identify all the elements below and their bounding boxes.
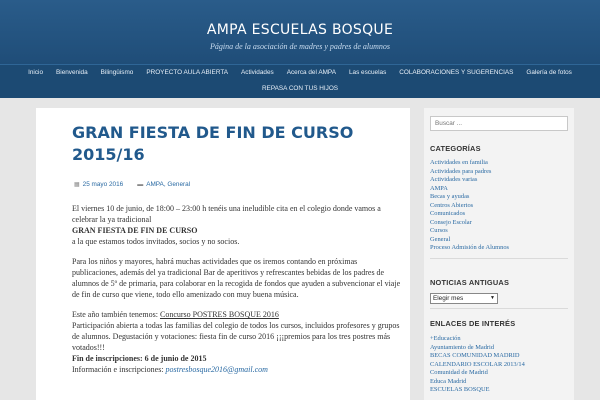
category-link[interactable]: Comunicados <box>430 210 466 217</box>
category-link[interactable]: Centros Abiertos <box>430 201 474 209</box>
post-title[interactable]: GRAN FIESTA DE FIN DE CURSO 2015/16 <box>72 123 354 164</box>
folder-icon: ▬ <box>137 181 144 188</box>
nav-item-las-escuelas[interactable]: Las escuelas <box>348 69 387 76</box>
categories-list <box>430 159 570 253</box>
post-categories[interactable]: AMPA, General <box>146 181 191 188</box>
interest-link[interactable]: BECAS COMUNIDAD MADRID <box>430 352 520 359</box>
chevron-down-icon: ▼ <box>490 295 495 301</box>
nav-item-repasa-con-tus-hijos[interactable]: REPASA CON TUS HIJOS <box>261 85 339 92</box>
interest-link[interactable]: CALENDARIO ESCOLAR 2013/14 <box>430 360 525 368</box>
paragraph-1-bold: GRAN FIESTA DE FIN DE CURSO <box>72 226 198 235</box>
contest-link[interactable]: Concurso POSTRES BOSQUE 2016 <box>159 310 279 319</box>
contest-deadline: Fin de inscripciones: 6 de junio de 2015 <box>72 354 207 363</box>
month-select-value: Elegir mes <box>433 295 464 302</box>
interest-link[interactable]: Comunidad de Madrid <box>430 369 488 376</box>
links-list <box>430 335 570 395</box>
post-body <box>72 203 402 384</box>
interest-link[interactable]: ESCUELAS BOSQUE <box>430 386 490 393</box>
nav-item-proyecto-aula-abierta[interactable]: PROYECTO AULA ABIERTA <box>146 69 229 76</box>
sidebar <box>424 108 574 400</box>
nav-row-2 <box>0 84 600 94</box>
category-link[interactable]: Actividades para padres <box>430 167 492 175</box>
site-description: Página de la asociación de madres y padres de alumnos <box>209 42 391 51</box>
paragraph-1-intro: El viernes 10 de junio, de 18:00 – 23:00 h tenéis una ineludible cita en el colegio donde vamos a celebrar la ya tradicional <box>72 204 381 224</box>
categories-title: CATEGORÍAS <box>430 144 481 153</box>
paragraph-1 <box>72 203 402 247</box>
nav-item-galeria-de-fotos[interactable]: Galería de fotos <box>526 69 572 76</box>
category-link[interactable]: Actividades varias <box>430 176 478 183</box>
post-content <box>36 108 410 400</box>
contest-email-link[interactable]: postresbosque2016@gmail.com <box>165 365 268 374</box>
paragraph-2: Para los niños y mayores, habrá muchas actividades que os iremos contando en próximas publicaciones, además del ya tradicional Bar de aperitivos y refrescantes bebidas de los padres de alumnos de 5º de primaria, para colaborar en la recogida de fondos que ayuden a subvencionar el viaje de fin de curso que viene, todo ello amenizado con muy buena música. <box>72 257 401 299</box>
category-link[interactable]: Proceso Admisión de Alumnos <box>430 244 509 251</box>
post-meta <box>74 181 190 188</box>
category-link[interactable]: AMPA <box>430 184 448 192</box>
nav-row-1 <box>0 68 600 78</box>
old-news-title: NOTICIAS ANTIGUAS <box>430 278 510 287</box>
nav-item-acerca-del-ampa[interactable]: Acerca del AMPA <box>286 69 336 76</box>
category-link[interactable]: Cursos <box>430 227 448 234</box>
paragraph-3 <box>72 309 402 375</box>
nav-item-inicio[interactable]: Inicio <box>28 69 44 76</box>
nav-item-colaboraciones[interactable]: COLABORACIONES Y SUGERENCIAS <box>399 69 514 76</box>
nav-item-bilinguismo[interactable]: Bilingüismo <box>100 69 134 76</box>
category-link[interactable]: Actividades en familia <box>430 159 488 166</box>
interest-link[interactable]: +Educación <box>430 335 461 342</box>
contest-info-prefix: Información e inscripciones: <box>72 365 166 374</box>
category-link[interactable]: Becas y ayudas <box>430 193 470 200</box>
search-input[interactable] <box>430 116 568 131</box>
main-navigation <box>0 64 600 98</box>
widget-divider <box>430 258 568 259</box>
site-header <box>0 0 600 64</box>
nav-item-bienvenida[interactable]: Bienvenida <box>56 69 88 76</box>
calendar-icon: ▦ <box>74 182 80 188</box>
site-title[interactable]: AMPA ESCUELAS BOSQUE <box>206 22 394 38</box>
category-link[interactable]: General <box>430 235 451 243</box>
category-link[interactable]: Consejo Escolar <box>430 218 472 226</box>
links-title: ENLACES DE INTERÉS <box>430 319 516 328</box>
paragraph-1-outro: a la que estamos todos invitados, socios y no socios. <box>72 237 240 246</box>
interest-link[interactable]: Educa Madrid <box>430 377 467 385</box>
post-date[interactable]: 25 mayo 2016 <box>82 181 124 188</box>
nav-item-actividades[interactable]: Actividades <box>241 69 274 76</box>
widget-divider <box>430 308 568 309</box>
contest-description: Participación abierta a todas las familias del colegio de todos los cursos, incluidos profesores y grupos de alumnos. Degustación y votaciones: fiesta fin de curso 2016 ¡¡¡premios para los tres postres más votados!!! <box>72 321 400 352</box>
contest-prefix: Este año también tenemos: <box>72 310 160 319</box>
interest-link[interactable]: Ayuntamiento de Madrid <box>430 343 495 351</box>
month-select[interactable] <box>430 293 498 304</box>
